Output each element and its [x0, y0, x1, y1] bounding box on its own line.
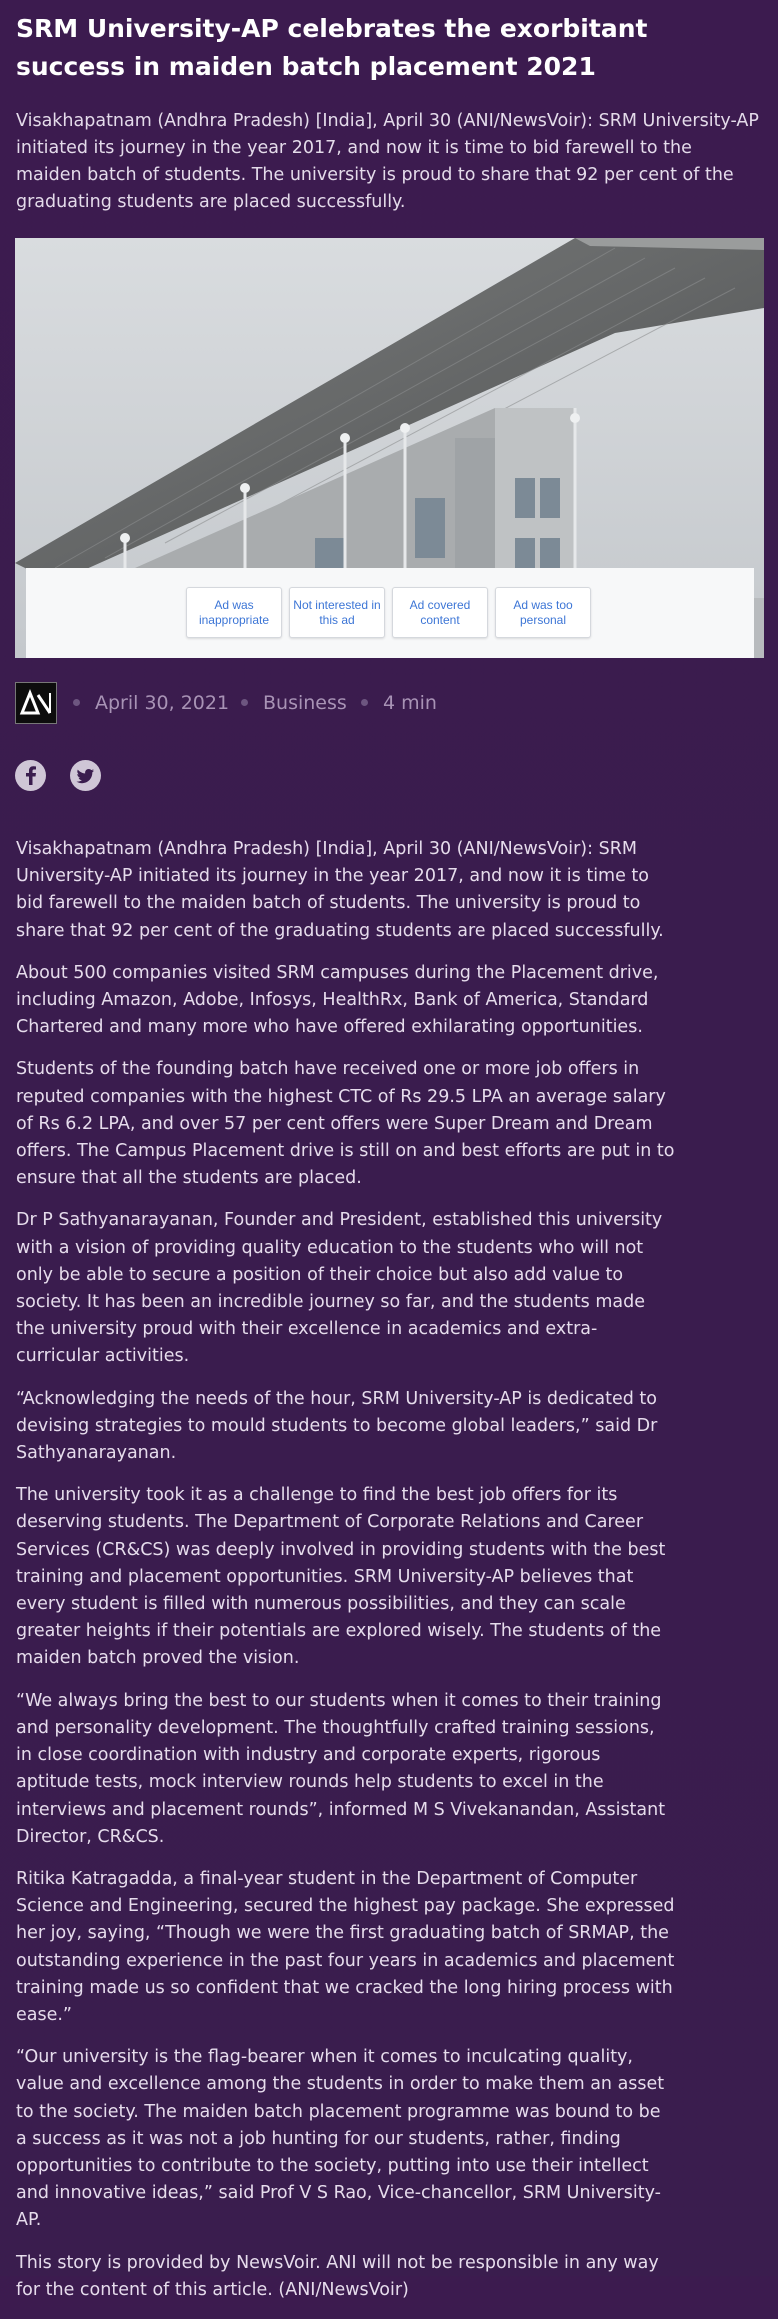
body-paragraph: This story is provided by NewsVoir. ANI will not be responsible in any way for the content of this article. (ANI/NewsVoir): [16, 2252, 659, 2300]
body-paragraph: Dr P Sathyanarayanan, Founder and President, established this university with a vision of providing quality education to the students who will not only be able to secure a position of their choice but also add value to society. It has been an incredible journey so far, and the students made the university proud with their excellence in academics and extra-curricular activities.: [16, 1210, 663, 1367]
body-paragraph: “We always bring the best to our students when it comes to their training and personality development. The thoughtfully crafted training sessions, in close coordination with industry and corporate experts, rigorous aptitude tests, mock interview rounds help students to excel in the interviews and placement rounds”, informed M S Vivekanandan, Assistant Director, CR&CS.: [16, 1690, 666, 1847]
body-paragraph: About 500 companies visited SRM campuses during the Placement drive, including Amazon, Adobe, Infosys, HealthRx, Bank of America, Standard Chartered and many more who have offered exhilarating opportunities.: [16, 962, 659, 1038]
body-paragraph: Ritika Katragadda, a final-year student in the Department of Computer Science and Engineering, secured the highest pay package. She expressed her joy, saying, “Though we were the first graduating batch of SRMAP, the outstanding experience in the past four years in academics and placement training made us so confident that we cracked the long hiring process with ease.”: [16, 1868, 675, 2025]
facebook-icon[interactable]: [15, 760, 46, 791]
article-title: SRM University-AP celebrates the exorbitant success in maiden batch placement 2021: [16, 14, 648, 81]
body-paragraph: Visakhapatnam (Andhra Pradesh) [India], April 30 (ANI/NewsVoir): SRM University-AP initiated its journey in the year 2017, and now it is time to bid farewell to the maiden batch of students. The university is proud to share that 92 per cent of the graduating students are placed successfully.: [16, 839, 664, 941]
ad-inappropriate-button[interactable]: Ad was inappropriate: [186, 587, 282, 638]
article-category[interactable]: Business: [263, 692, 347, 714]
read-time: 4 min: [383, 692, 437, 714]
article-meta: [15, 682, 755, 724]
body-paragraph: “Acknowledging the needs of the hour, SRM University-AP is dedicated to devising strategies to mould students to become global leaders,” said Dr Sathyanarayanan.: [16, 1388, 658, 1464]
article-body: [16, 836, 676, 2319]
meta-separator: [361, 699, 368, 706]
body-paragraph: Students of the founding batch have received one or more job offers in reputed companies with the highest CTC of Rs 29.5 LPA an average salary of Rs 6.2 LPA, and over 57 per cent offers were Super Dream and Dream offers. The Campus Placement drive is still on and best efforts are put in to ensure that all the students are placed.: [16, 1059, 675, 1189]
article-lead: Visakhapatnam (Andhra Pradesh) [India], April 30 (ANI/NewsVoir): SRM University-AP initiated its journey in the year 2017, and now it is time to bid farewell to the maiden batch of students. The university is proud to share that 92 per cent of the graduating students are placed successfully.: [16, 111, 759, 212]
ad-too-personal-button[interactable]: Ad was too personal: [495, 587, 591, 638]
article-date: April 30, 2021: [95, 692, 230, 714]
ad-covered-content-button[interactable]: Ad covered content: [392, 587, 488, 638]
meta-separator: [73, 699, 80, 706]
ani-logo-icon[interactable]: [15, 682, 57, 724]
ad-not-interested-button[interactable]: Not interested in this ad: [289, 587, 385, 638]
ad-feedback-bar: [26, 568, 754, 658]
twitter-icon[interactable]: [70, 760, 101, 791]
meta-separator: [241, 699, 248, 706]
body-paragraph: “Our university is the flag-bearer when it comes to inculcating quality, value and excellence among the students in order to make them an asset to the society. The maiden batch placement programme was bound to be a success as it was not a job hunting for our students, rather, finding opportunities to contribute to the society, putting into use their intellect and innovative ideas,” said Prof V S Rao, Vice-chancellor, SRM University-AP.: [16, 2047, 665, 2231]
body-paragraph: The university took it as a challenge to find the best job offers for its deserving students. The Department of Corporate Relations and Career Services (CR&CS) was deeply involved in providing students with the best training and placement opportunities. SRM University-AP believes that every student is filled with numerous possibilities, and they can scale greater heights if their potentials are explored wisely. The students of the maiden batch proved the vision.: [16, 1485, 666, 1669]
